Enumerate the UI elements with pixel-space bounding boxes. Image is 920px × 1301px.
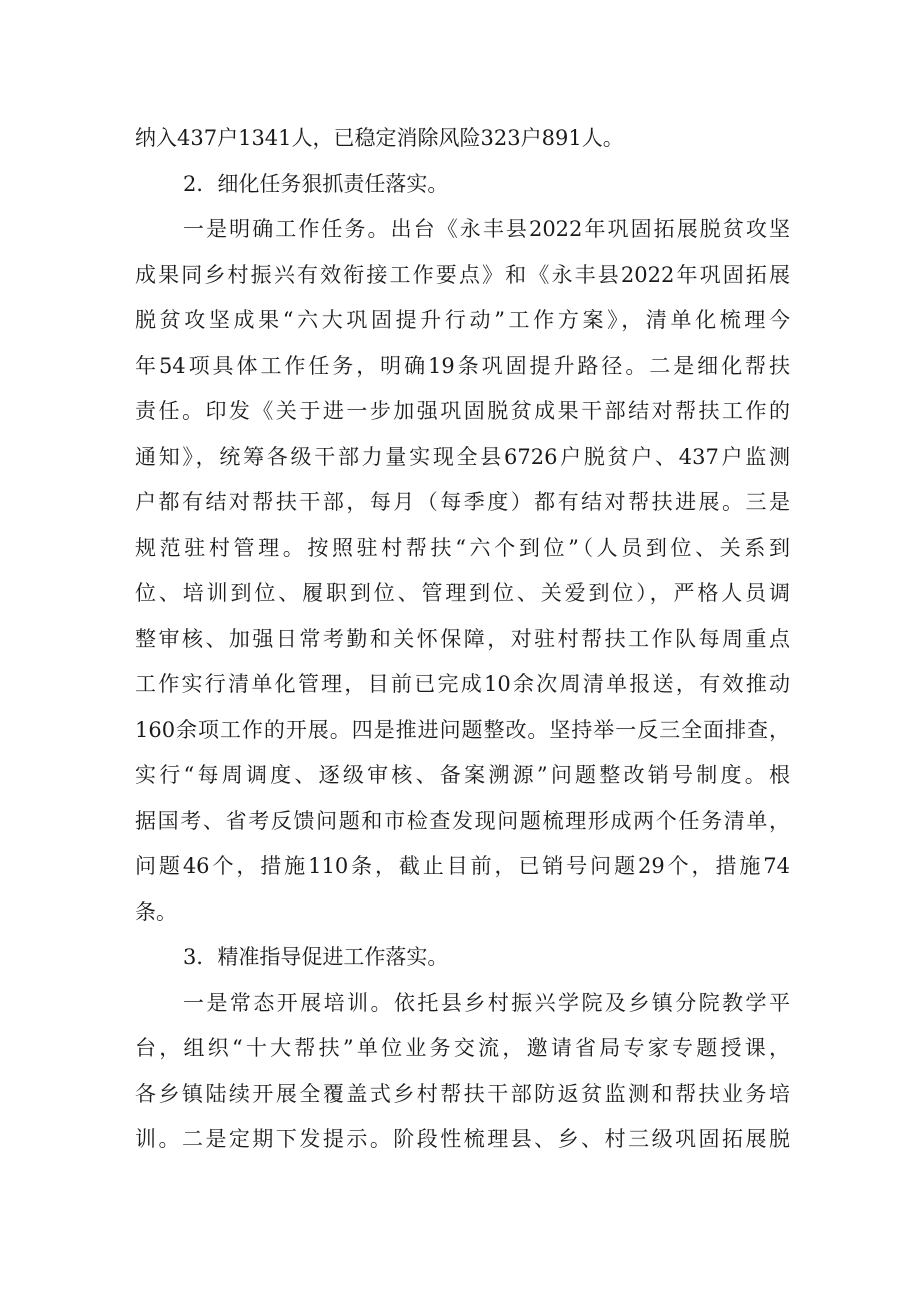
text-line: 成果同乡村振兴有效衔接工作要点》和《永丰县2022年巩固拓展 <box>135 262 790 287</box>
text-line: 160余项工作的开展。四是推进问题整改。坚持举一反三全面排查， <box>135 717 790 742</box>
text-line: 纳入437户1341人，已稳定消除风险323户891人。 <box>135 126 624 150</box>
body-text <box>135 116 790 1163</box>
text-line: 工作实行清单化管理，目前已完成10余次周清单报送，有效推动 <box>135 672 790 696</box>
text-line: 台，组织“十大帮扶”单位业务交流，邀请省局专家专题授课， <box>135 1036 790 1060</box>
text-line: 据国考、省考反馈问题和市检查发现问题梳理形成两个任务清单， <box>135 808 790 833</box>
text-line: 各乡镇陆续开展全覆盖式乡村帮扶干部防返贫监测和帮扶业务培 <box>135 1081 790 1106</box>
text-line: 条。 <box>135 899 177 924</box>
section-heading: 3．精准指导促进工作落实。 <box>183 945 449 969</box>
section-heading: 2．细化任务狠抓责任落实。 <box>183 171 449 196</box>
text-line: 年54项具体工作任务，明确19条巩固提升路径。二是细化帮扶 <box>135 353 790 378</box>
text-line: 问题46个，措施110条，截止目前，已销号问题29个，措施74 <box>135 854 790 878</box>
text-line: 户都有结对帮扶干部，每月（每季度）都有结对帮扶进展。三是 <box>135 490 790 514</box>
text-line: 整审核、加强日常考勤和关怀保障，对驻村帮扶工作队每周重点 <box>135 626 790 651</box>
text-line: 位、培训到位、履职到位、管理到位、关爱到位），严格人员调 <box>135 581 790 605</box>
text-line: 训。二是定期下发提示。阶段性梳理县、乡、村三级巩固拓展脱 <box>135 1127 790 1151</box>
text-line: 一是常态开展培训。依托县乡村振兴学院及乡镇分院教学平 <box>183 990 790 1015</box>
text-line: 脱贫攻坚成果“六大巩固提升行动”工作方案》，清单化梳理今 <box>135 308 790 332</box>
text-line: 一是明确工作任务。出台《永丰县2022年巩固拓展脱贫攻坚 <box>183 217 790 241</box>
text-line: 实行“每周调度、逐级审核、备案溯源”问题整改销号制度。根 <box>135 763 790 787</box>
text-line: 通知》，统筹各级干部力量实现全县6726户脱贫户、437户监测 <box>135 444 790 469</box>
text-line: 规范驻村管理。按照驻村帮扶“六个到位”（人员到位、关系到 <box>135 535 790 560</box>
text-line: 责任。印发《关于进一步加强巩固脱贫成果干部结对帮扶工作的 <box>135 399 790 423</box>
